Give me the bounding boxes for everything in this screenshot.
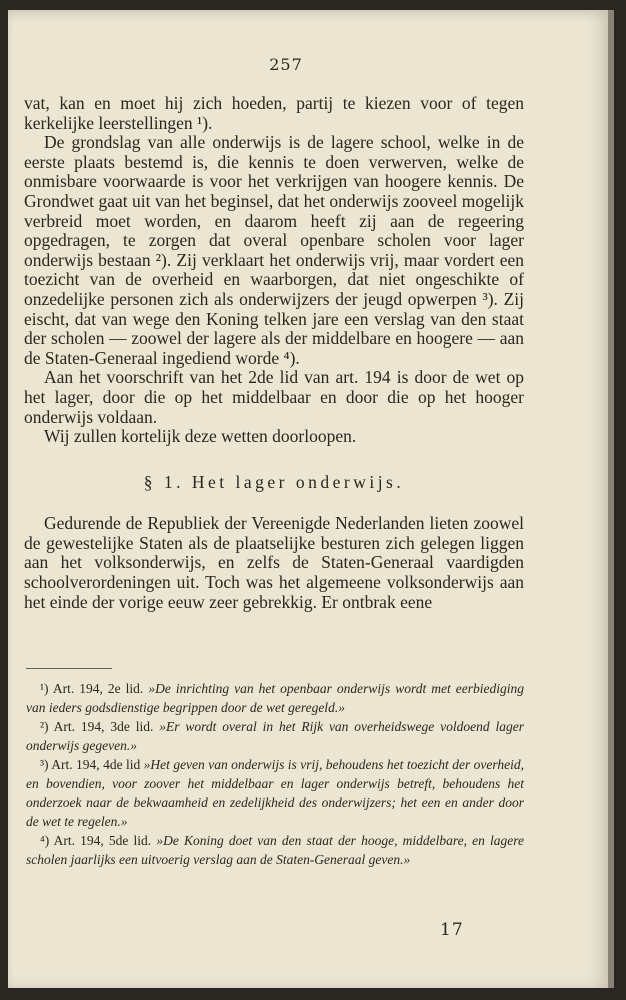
section-heading: § 1. Het lager onderwijs. [143,471,405,492]
footnotes [26,679,524,869]
footnote-reference: Art. 194, 3de lid. [53,719,154,734]
footnote [26,717,524,755]
paragraph: De grondslag van alle onderwijs is de lagere school, welke in de eerste plaats bestemd is, die kennis te doen verwerven, welke de onmisbare voorwaarde is voor het verkrijgen van hoogere kennis. De Grondwet gaat uit van het beginsel, dat het onderwijs zooveel mogelijk verbreid moet worden, en daarom heeft zij aan de regeering opgedragen, te zorgen dat overal openbare scholen voor lager onderwijs bestaan ²). Zij verklaart het onderwijs vrij, maar vordert een toezicht van de overheid en waarborgen, dat niet ongeschikte of onzedelijke personen zich als onderwijzers der jeugd opwerpen ³). Zij eischt, dat van wege den Koning telken jare een verslag van den staat der scholen — zoowel der lagere als der middelbare en hoogere — aan de Staten-Generaal ingediend worde ⁴). [24,132,524,368]
footnote-marker: ⁴) [40,833,50,848]
footnote-reference: Art. 194, 4de lid [51,757,141,772]
footnote-marker: ²) [40,719,49,734]
footnote-marker: ³) [40,757,49,772]
footnote-quote: »De inrichting van het openbaar onderwijs wordt met eerbiediging van ieders godsdienstige begrippen door de wet geregeld.» [26,681,524,715]
paragraph: Aan het voorschrift van het 2de lid van art. 194 is door de wet op het lager, door die op het middelbaar en door die op het hooger onderwijs voldaan. [24,367,524,427]
paragraph: Gedurende de Republiek der Vereenigde Nederlanden lieten zoowel de gewestelijke Staten als de plaatselijke besturen zich gelegen liggen aan het volksonderwijs, en zelfs de Staten-Generaal vaardigden schoolverordeningen uit. Toch was het algemeene volksonderwijs aan het einde der vorige eeuw zeer gebrekkig. Er ontbrak eene [24,513,524,612]
footnote-reference: Art. 194, 2e lid. [52,681,144,696]
footnote-quote: »Er wordt overal in het Rijk van overheidswege voldoend lager onderwijs gegeven.» [26,719,524,753]
paragraph: vat, kan en moet hij zich hoeden, partij te kiezen voor of tegen kerkelijke leerstellingen ¹). [24,93,524,133]
footnote-marker: ¹) [40,681,49,696]
footnote [26,679,524,717]
book-page [8,10,614,988]
footnote-reference: Art. 194, 5de lid. [53,833,152,848]
footnote [26,831,524,869]
footnote-divider [26,668,112,669]
footnote-quote: »De Koning doet van den staat der hooge, middelbare, en lagere scholen jaarlijks een uitvoerig verslag aan de Staten-Generaal geven.» [26,833,524,867]
footnote [26,755,524,831]
page-number: 257 [269,55,303,74]
main-text [24,94,524,612]
sheet-signature: 17 [440,920,464,940]
footnote-quote: »Het geven van onderwijs is vrij, behoudens het toezicht der overheid, en bovendien, voor zoover het middelbaar en lager onderwijs betreft, behoudens het onderzoek naar de bekwaamheid en zedelijkheid des onderwijzers; het een en ander door de wet te regelen.» [26,757,525,829]
paragraph: Wij zullen kortelijk deze wetten doorloopen. [44,426,357,447]
